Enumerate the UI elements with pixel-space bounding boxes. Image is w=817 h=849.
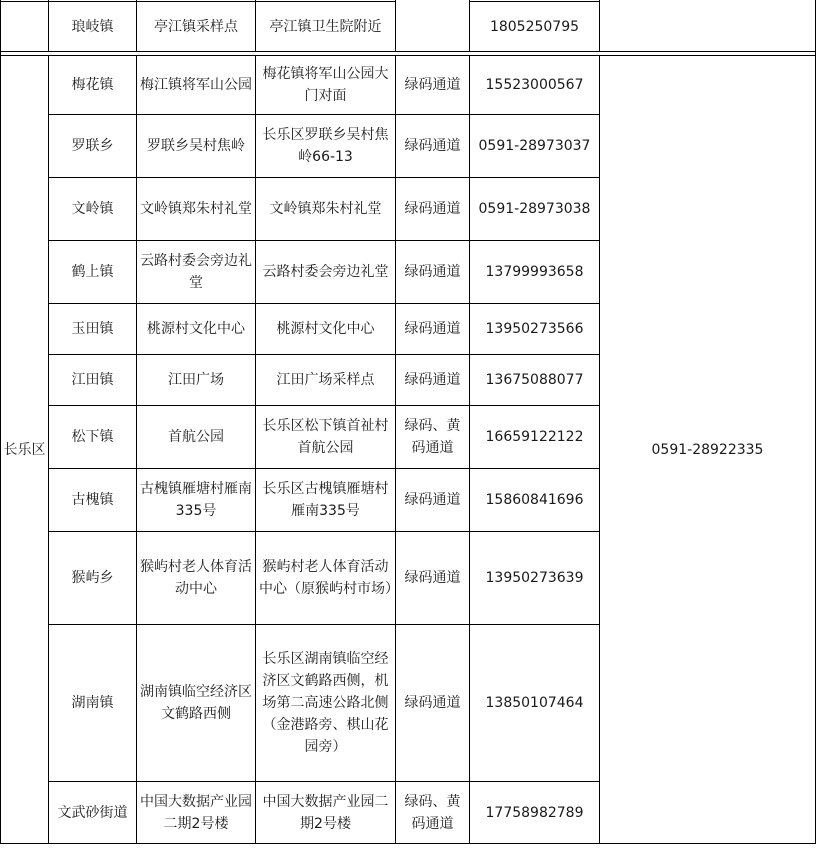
mode-cell: 绿码通道 xyxy=(396,115,470,178)
district-phone-cell-partial xyxy=(600,0,816,52)
phone-cell: 17758982789 xyxy=(470,782,600,844)
town-cell: 文岭镇 xyxy=(49,178,137,241)
site-cell: 桃源村文化中心 xyxy=(137,304,256,355)
district-phone-cell: 0591-28922335 xyxy=(600,56,816,844)
mode-cell: 绿码通道 xyxy=(396,178,470,241)
mode-cell: 绿码通道 xyxy=(396,532,470,625)
town-cell: 古槐镇 xyxy=(49,469,137,532)
phone-cell: 13850107464 xyxy=(470,625,600,782)
site-cell: 罗联乡吴村焦岭 xyxy=(137,115,256,178)
site-cell: 首航公园 xyxy=(137,406,256,469)
town-cell: 琅岐镇 xyxy=(49,2,137,52)
site-cell: 古槐镇雁塘村雁南335号 xyxy=(137,469,256,532)
address-cell: 文岭镇郑朱村礼堂 xyxy=(256,178,396,241)
site-cell: 梅江镇将军山公园 xyxy=(137,56,256,115)
phone-cell: 13799993658 xyxy=(470,241,600,304)
address-cell: 长乐区松下镇首祉村首航公园 xyxy=(256,406,396,469)
mode-cell: 绿码通道 xyxy=(396,241,470,304)
town-cell: 梅花镇 xyxy=(49,56,137,115)
site-cell: 猴屿村老人体育活动中心 xyxy=(137,532,256,625)
address-cell: 长乐区古槐镇雁塘村雁南335号 xyxy=(256,469,396,532)
phone-cell: 15523000567 xyxy=(470,56,600,115)
address-cell: 梅花镇将军山公园大门对面 xyxy=(256,56,396,115)
mode-cell-partial xyxy=(396,0,470,52)
address-cell: 长乐区湖南镇临空经济区文鹤路西侧，机场第二高速公路北侧（金港路旁、棋山花园旁） xyxy=(256,625,396,782)
site-cell: 亭江镇采样点 xyxy=(137,2,256,52)
site-cell: 云路村委会旁边礼堂 xyxy=(137,241,256,304)
phone-cell: 15860841696 xyxy=(470,469,600,532)
address-cell: 中国大数据产业园二期2号楼 xyxy=(256,782,396,844)
address-cell: 亭江镇卫生院附近 xyxy=(256,2,396,52)
address-cell: 江田广场采样点 xyxy=(256,355,396,406)
address-cell: 桃源村文化中心 xyxy=(256,304,396,355)
address-cell: 云路村委会旁边礼堂 xyxy=(256,241,396,304)
phone-cell: 0591-28973037 xyxy=(470,115,600,178)
mode-cell: 绿码通道 xyxy=(396,56,470,115)
phone-cell: 13675088077 xyxy=(470,355,600,406)
mode-cell: 绿码、黄码通道 xyxy=(396,406,470,469)
site-cell: 江田广场 xyxy=(137,355,256,406)
town-cell: 江田镇 xyxy=(49,355,137,406)
town-cell: 罗联乡 xyxy=(49,115,137,178)
site-cell: 湖南镇临空经济区文鹤路西侧 xyxy=(137,625,256,782)
mode-cell: 绿码通道 xyxy=(396,625,470,782)
phone-cell: 0591-28973038 xyxy=(470,178,600,241)
district-cell: 长乐区 xyxy=(1,56,49,844)
address-cell: 长乐区罗联乡吴村焦岭66-13 xyxy=(256,115,396,178)
table-row xyxy=(1,56,816,115)
town-cell: 玉田镇 xyxy=(49,304,137,355)
town-cell: 松下镇 xyxy=(49,406,137,469)
town-cell: 湖南镇 xyxy=(49,625,137,782)
mode-cell: 绿码、黄码通道 xyxy=(396,782,470,844)
phone-cell: 13950273639 xyxy=(470,532,600,625)
mode-cell: 绿码通道 xyxy=(396,355,470,406)
district-cell-empty xyxy=(1,2,49,52)
town-cell: 鹤上镇 xyxy=(49,241,137,304)
mode-cell: 绿码通道 xyxy=(396,469,470,532)
mode-cell: 绿码通道 xyxy=(396,304,470,355)
phone-cell: 16659122122 xyxy=(470,406,600,469)
address-cell: 猴屿村老人体育活动中心（原猴屿村市场） xyxy=(256,532,396,625)
site-cell: 中国大数据产业园二期2号楼 xyxy=(137,782,256,844)
site-cell: 文岭镇郑朱村礼堂 xyxy=(137,178,256,241)
town-cell: 猴屿乡 xyxy=(49,532,137,625)
phone-cell: 1805250795 xyxy=(470,2,600,52)
phone-cell: 13950273566 xyxy=(470,304,600,355)
town-cell: 文武砂街道 xyxy=(49,782,137,844)
